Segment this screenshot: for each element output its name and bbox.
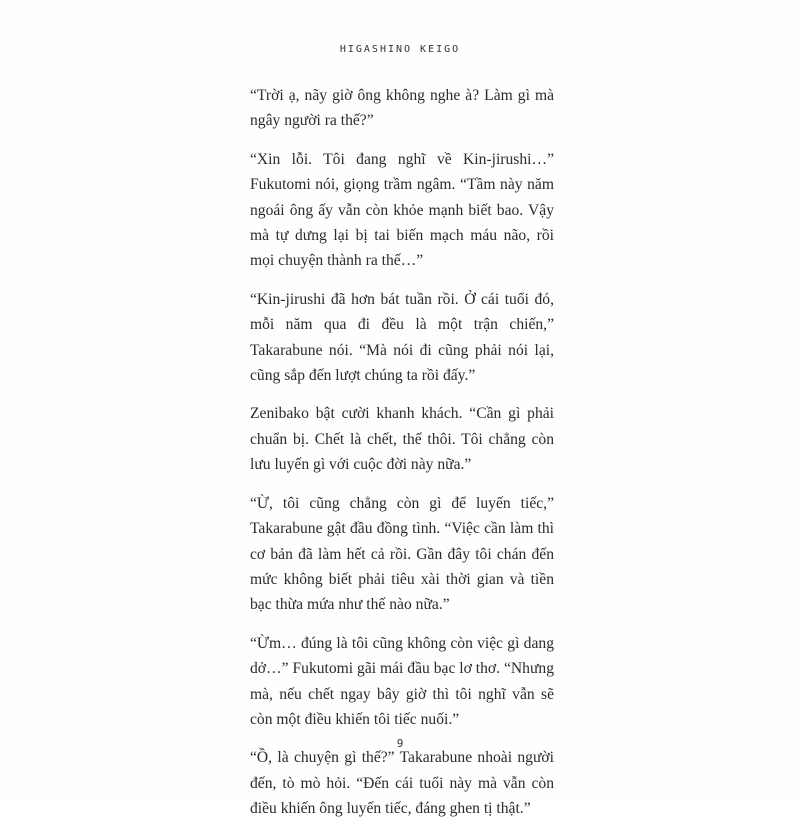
paragraph-3: “Kin-jirushi đã hơn bát tuần rồi. Ở cái tuổi đó, mỗi năm qua đi đều là một trận chiến,” Takarabune nói. “Mà nói đi cũng phải nói lại, cũng sắp đến lượt chúng ta rồi đấy.” — [250, 290, 554, 385]
body-text — [250, 83, 554, 835]
paragraph-4: Zenibako bật cười khanh khách. “Cần gì phải chuẩn bị. Chết là chết, thế thôi. Tôi chẳng còn lưu luyến gì với cuộc đời này nữa.” — [250, 405, 554, 474]
page-number: 9 — [396, 737, 404, 750]
paragraph-7: “Ồ, là chuyện gì thế?” Takarabune nhoài người đến, tò mò hỏi. “Đến cái tuổi này mà vẫn còn điều khiến ông luyến tiếc, đáng ghen tị thật.” — [250, 749, 554, 818]
paragraph-6: “Ừm… đúng là tôi cũng không còn việc gì dang dở…” Fukutomi gãi mái đầu bạc lơ thơ. “Nhưng mà, nếu chết ngay bây giờ thì tôi nghĩ vẫn sẽ còn một điều khiến tôi tiếc nuối.” — [250, 634, 554, 728]
running-head: HIGASHINO KEIGO — [339, 44, 461, 55]
paragraph-1: “Trời ạ, nãy giờ ông không nghe à? Làm gì mà ngây người ra thế?” — [250, 87, 554, 130]
paragraph-2: “Xin lỗi. Tôi đang nghĩ về Kin-jirushi…” Fukutomi nói, giọng trầm ngâm. “Tầm này năm ngoái ông ấy vẫn còn khỏe mạnh biết bao. Vậy mà tự dưng lại bị tai biến mạch máu não, rồi mọi chuyện thành ra thế…” — [250, 150, 554, 270]
paragraph-5: “Ừ, tôi cũng chẳng còn gì để luyến tiếc,” Takarabune gật đầu đồng tình. “Việc cần làm thì cơ bản đã làm hết cả rồi. Gần đây tôi chán đến mức không biết phải tiêu xài thời gian và tiền bạc thừa mứa như thế nào nữa.” — [250, 494, 554, 614]
